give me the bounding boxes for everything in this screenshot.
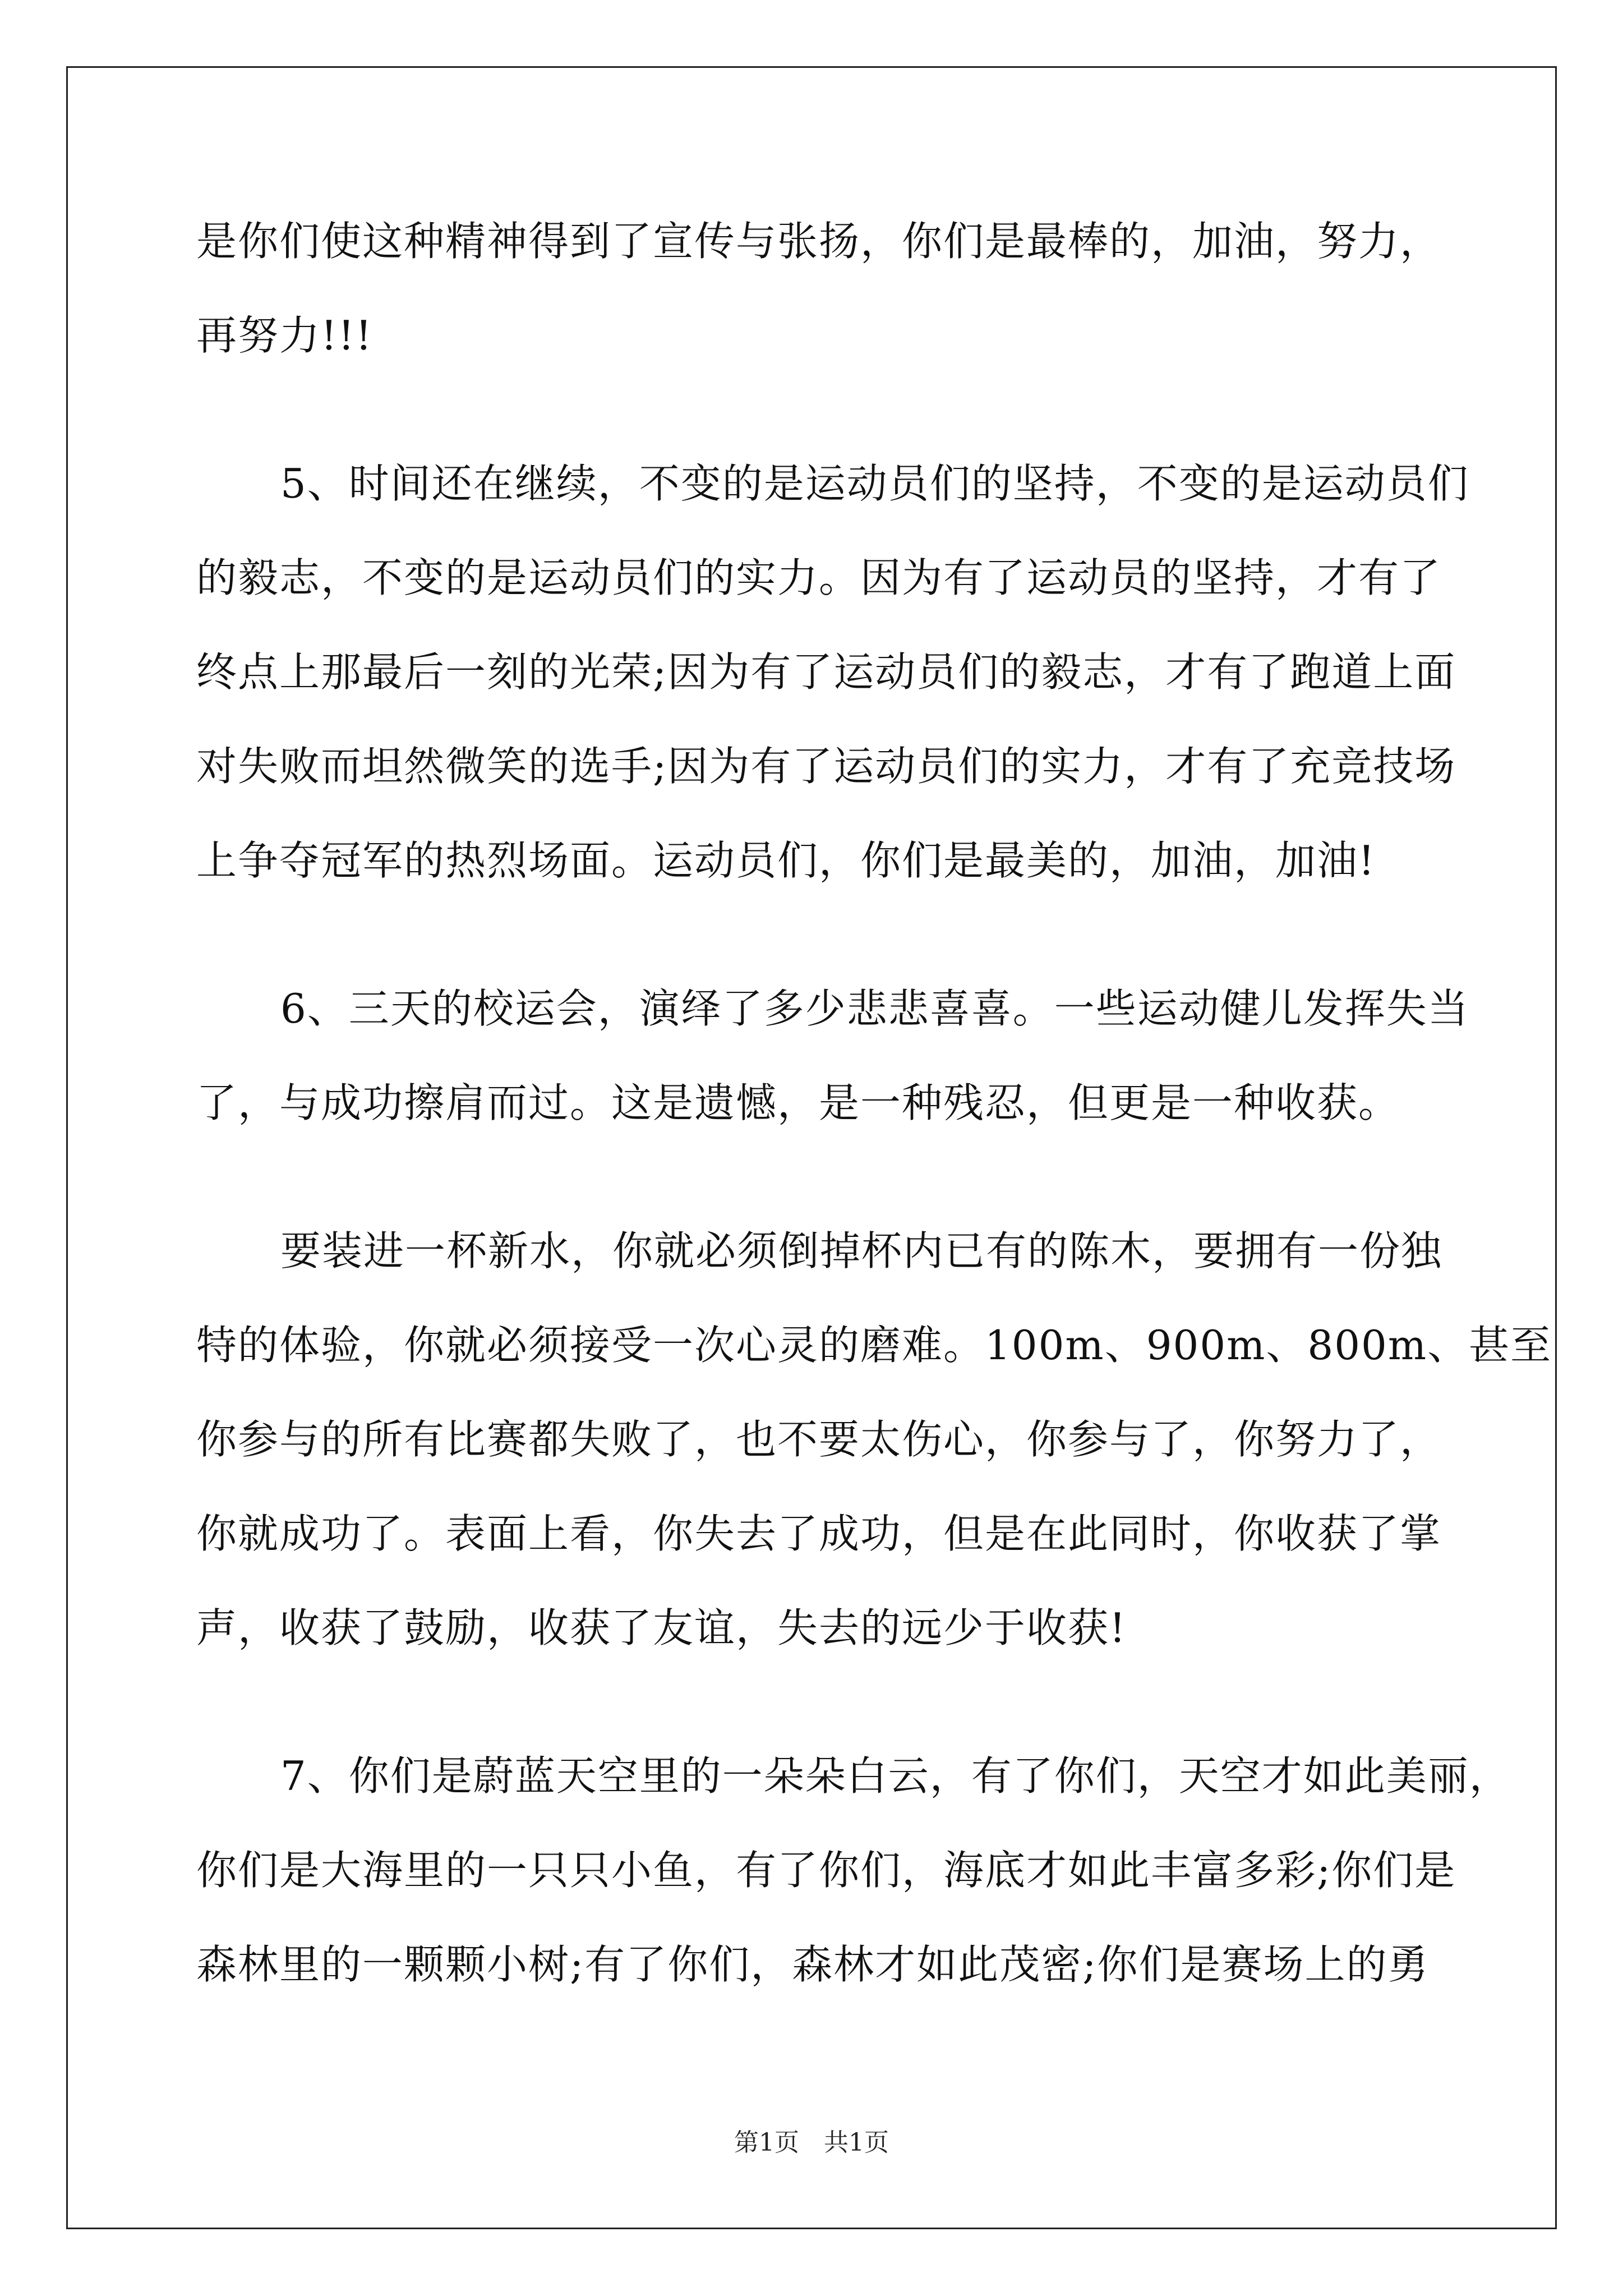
text-line: 声，收获了鼓励，收获了友谊，失去的远少于收获! — [196, 1604, 1127, 1651]
text-line: 对失败而坦然微笑的选手;因为有了运动员们的实力，才有了充竞技场 — [196, 743, 1456, 790]
text-line: 特的体验，你就必须接受一次心灵的磨难。100m、900m、800m、甚至 — [196, 1322, 1552, 1369]
text-line: 你就成功了。表面上看，你失去了成功，但是在此同时，你收获了掌 — [196, 1510, 1442, 1557]
text-line: 上争夺冠军的热烈场面。运动员们，你们是最美的，加油，加油! — [196, 837, 1376, 884]
text-line: 是你们使这种精神得到了宣传与张扬，你们是最棒的，加油，努力， — [196, 218, 1442, 265]
page-border — [66, 66, 1557, 2229]
text-line: 的毅志，不变的是运动员们的实力。因为有了运动员的坚持，才有了 — [196, 554, 1442, 601]
paragraph-5-start: 5、时间还在继续，不变的是运动员们的坚持，不变的是运动员们 — [280, 460, 1469, 507]
paragraph-6-start: 6、三天的校运会，演绎了多少悲悲喜喜。一些运动健儿发挥失当 — [280, 985, 1469, 1032]
text-line: 森林里的一颗颗小树;有了你们，森林才如此茂密;你们是赛场上的勇 — [196, 1941, 1430, 1988]
text-line: 你们是大海里的一只只小鱼，有了你们，海底才如此丰富多彩;你们是 — [196, 1847, 1456, 1894]
text-line: 你参与的所有比赛都失败了，也不要太伤心，你参与了，你努力了， — [196, 1416, 1442, 1463]
text-line: 了，与成功擦肩而过。这是遗憾，是一种残忍，但更是一种收获。 — [196, 1079, 1400, 1126]
page-number-footer: 第1页 共1页 — [734, 2128, 889, 2157]
paragraph-7-start: 7、你们是蔚蓝天空里的一朵朵白云，有了你们，天空才如此美丽， — [280, 1752, 1511, 1800]
text-line: 终点上那最后一刻的光荣;因为有了运动员们的毅志，才有了跑道上面 — [196, 648, 1456, 696]
paragraph-start: 要装进一杯新水，你就必须倒掉杯内已有的陈木，要拥有一份独 — [280, 1227, 1443, 1274]
text-line: 再努力!!! — [196, 312, 373, 359]
